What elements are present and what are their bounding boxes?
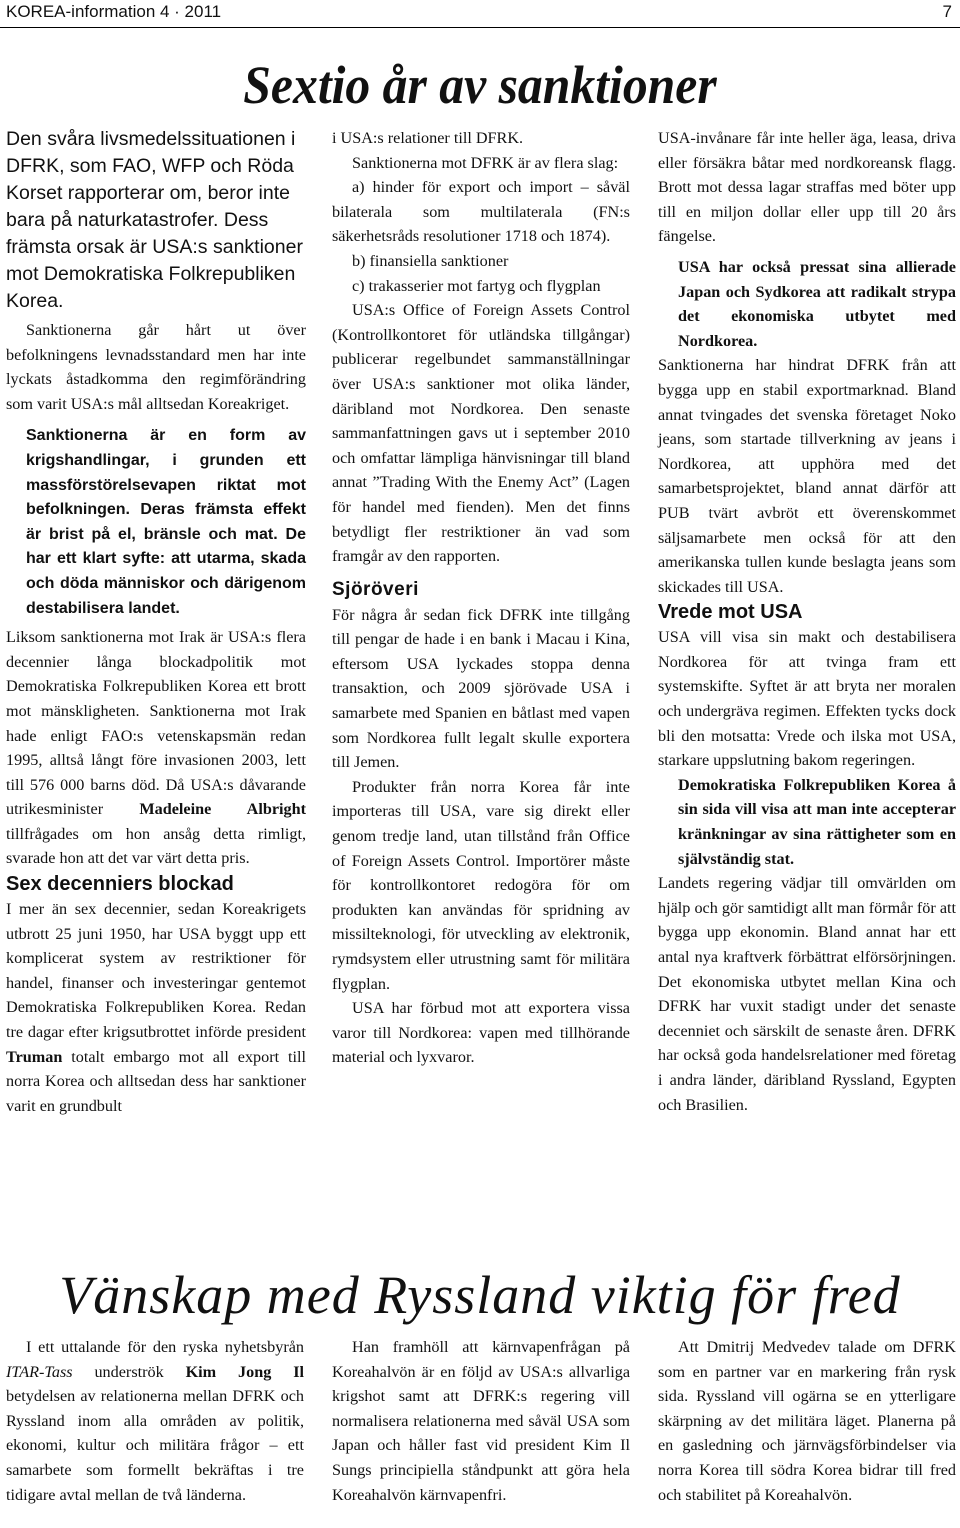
paragraph-text: I ett uttalande för den ryska nyhetsbyrån [26, 1338, 304, 1356]
paragraph: Sanktionerna har hindrat DFRK från att bygga upp en stabil exportmarknad. Bland annat tvingades det svenska företaget Noko jeans, som startade tillverkning av jeans i Nordkorea, att upphöra med det samarbetsprojektet, bland annat därför att PUB tvärt avbröt ett överenskommet säljsamarbete men också för att den amerikanska tullen kunde beslagta jeans som skickades till USA. [658, 356, 956, 596]
list-item: b) finansiella sanktioner [352, 251, 509, 270]
paragraph: USA har förbud mot att exportera vissa varor till Nordkorea: vapen med tillhörande material och lyxvaror. [332, 999, 630, 1067]
paragraph-text: totalt embargo mot all export till norra Korea och alltsedan dess har sanktioner varit en grundbult [6, 1047, 306, 1115]
paragraph [6, 1335, 304, 1507]
highlight-paragraph: USA har också pressat sina allierade Japan och Sydkorea att radikalt strypa det ekonomiska utbytet med Nordkorea. [678, 257, 956, 350]
highlight-paragraph: Demokratiska Folkrepubliken Korea å sin sida vill visa att man inte accepterar kränkningar av sina rättigheter som en självständig stat. [678, 775, 956, 868]
section-heading: Sjöröveri [332, 578, 419, 600]
person-name: Truman [6, 1047, 63, 1066]
paragraph [6, 897, 306, 1118]
person-name: Kim Jong Il [185, 1362, 304, 1381]
page-number: 7 [942, 2, 952, 21]
paragraph: Han framhöll att kärnvapenfrågan på Koreahalvön är en följd av USA:s allvarliga krigshot samt att DFRK:s regering vill normalisera relationerna med såväl USA som Japan och håller fast vid president Kim Il Sungs principiella ståndpunkt att göra hela Koreahalvön kärnvapenfri. [332, 1338, 630, 1504]
paragraph-text: underströk [72, 1362, 186, 1381]
person-name: Madeleine Albright [139, 800, 306, 819]
agency-name: ITAR-Tass [6, 1362, 73, 1381]
article-column-2 [332, 126, 630, 1070]
paragraph: USA:s Office of Foreign Assets Control (Kontrollkontoret för utländska tillgångar) publicerar regelbundet sammanställningar över USA:s sanktioner mot olika länder, däribland mot Nordkorea. Den senaste sammanfattningen gavs ut i september 2010 och omfattar lämpliga hänvisningar till bland annat ”Trading With the Enemy Act” (Lagen för handel med fienden). Men det finns betydligt fler restriktioner än vad som framgår av den rapporten. [332, 301, 630, 566]
list-item: c) trakasserier mot fartyg och flygplan [352, 276, 601, 295]
paragraph [6, 625, 306, 871]
paragraph: För några år sedan fick DFRK inte tillgång till pengar de hade i en bank i Macau i Kina, eftersom USA lyckades stoppa denna transaktion, och 2009 sjörövade USA i samarbete med Spanien en båtlast med vapen som Nordkorea fullt legalt skulle exportera till Jemen. [332, 605, 630, 772]
paragraph: i USA:s relationer till DFRK. [332, 129, 524, 147]
lead-paragraph: Den svåra livsmedelssituationen i DFRK, som FAO, WFP och Röda Korset rapporterar om, beror inte bara på naturkatastrofer. Dess främsta orsak är USA:s sanktioner mot Demokratiska Folkrepubliken Korea. [6, 128, 303, 312]
article-title: Vänskap med Ryssland viktig för fred [59, 1265, 901, 1325]
highlight-paragraph: Sanktionerna är en form av krigshandlingar, i grunden ett massförstörelsevapen riktat mot befolkningen. Deras främsta effekt är brist på el, bränsle och mat. De har ett klart syfte: att utarma, skada och döda människor och därigenom destabilisera landet. [26, 427, 306, 617]
list-item: a) hinder för export och import – såväl bilaterala som multilaterala (FN:s säkerhetsråds resolutioner 1718 och 1874). [332, 178, 630, 246]
paragraph: Sanktionerna går hårt ut över befolkningens levnadsstandard men har inte lyckats åstadkomma den regimförändring som varit USA:s mål alltsedan Koreakriget. [6, 321, 306, 413]
paragraph-text: betydelsen av relationerna mellan DFRK och Ryssland inom alla områden av politik, ekonomi, kultur och militära frågor – ett samarbete som formellt bekräftas i tre tidigare avtal mellan de två länderna. [6, 1387, 304, 1504]
article-column-1 [6, 126, 306, 1118]
paragraph: USA vill visa sin makt och destabilisera Nordkorea för att tvinga fram ett systemskifte. Syftet är att bryta ner moralen och undergräva regimen. Effekten tycks dock bli den motsatta: Vrede och ilska mot USA, starkare uppslutning bakom regeringen. [658, 628, 956, 770]
section-heading: Sex decenniers blockad [6, 873, 234, 896]
header-rule [0, 27, 960, 28]
paragraph: USA-invånare får inte heller äga, leasa, driva eller försäkra båtar med nordkoreansk flagg. Brott mot dessa lagar straffas med böter upp till en miljon dollar eller upp till 20 års fängelse. [658, 129, 956, 246]
paragraph: Att Dmitrij Medvedev talade om DFRK som en partner var en markering från rysk sida. Ryssland vill ogärna se en ytterligare skärpning av det militära läget. Planerna på en gasledning och järnvägsförbindelser via norra Korea till södra Korea bidrar till fred och stabilitet på Koreahalvön. [658, 1338, 956, 1504]
section-heading: Vrede mot USA [658, 601, 803, 624]
paragraph: Produkter från norra Korea får inte importeras till USA, vare sig direkt eller genom tredje land, utan tillstånd från Office of Foreign Assets Control. Importörer måste för kontrollkontoret redogöra för om produkten kan användas för spridning av missilteknologi, för utveckling av elektronik, rymdsystem eller utrustning samt för militära flygplan. [332, 777, 630, 993]
article-column-3 [658, 126, 956, 1117]
paragraph: Landets regering vädjar till omvärlden om hjälp och gör samtidigt allt man förmår för att bygga upp ekonomin. Bland annat har ett antal nya kraftverk förbättrat elförsörjningen. Det ekonomiska utbytet mellan Kina och DFRK har vuxit stadigt under det senaste decenniet och särskilt de senaste åren. DFRK har också goda handelsrelationer med företag i andra länder, däribland Ryssland, Egypten och Brasilien. [658, 874, 956, 1114]
article-column-3 [658, 1335, 956, 1507]
paragraph-text: tillfrågades om hon ansåg detta rimligt, svarade hon att det var värt detta pris. [6, 824, 306, 868]
article-title: Sextio år av sanktioner [243, 55, 717, 115]
paragraph-text: I mer än sex decennier, sedan Koreakrigets utbrott 25 juni 1950, har USA byggt upp ett komplicerat system av restriktioner för handel, finanser och investeringar gentemot Demokratiska Folkrepubliken Korea. Redan tre dagar efter krigsutbrottet införde president [6, 900, 306, 1042]
page-header [0, 0, 960, 30]
article-column-1 [6, 1335, 304, 1507]
paragraph-text: Liksom sanktionerna mot Irak är USA:s flera decennier långa blockadpolitik mot Demokratiska Folkrepubliken Korea ett brott mot mänskligheten. Sanktionerna mot Irak hade enligt FAO:s vetenskapsmän redan 1995, alltså långt före invasionen 2003, lett till 576 000 barns död. Då USA:s dåvarande utrikesminister [6, 628, 306, 819]
publication-name: KOREA-information 4 · 2011 [6, 2, 222, 21]
article-column-2 [332, 1335, 630, 1507]
paragraph: Sanktionerna mot DFRK är av flera slag: [352, 153, 619, 172]
